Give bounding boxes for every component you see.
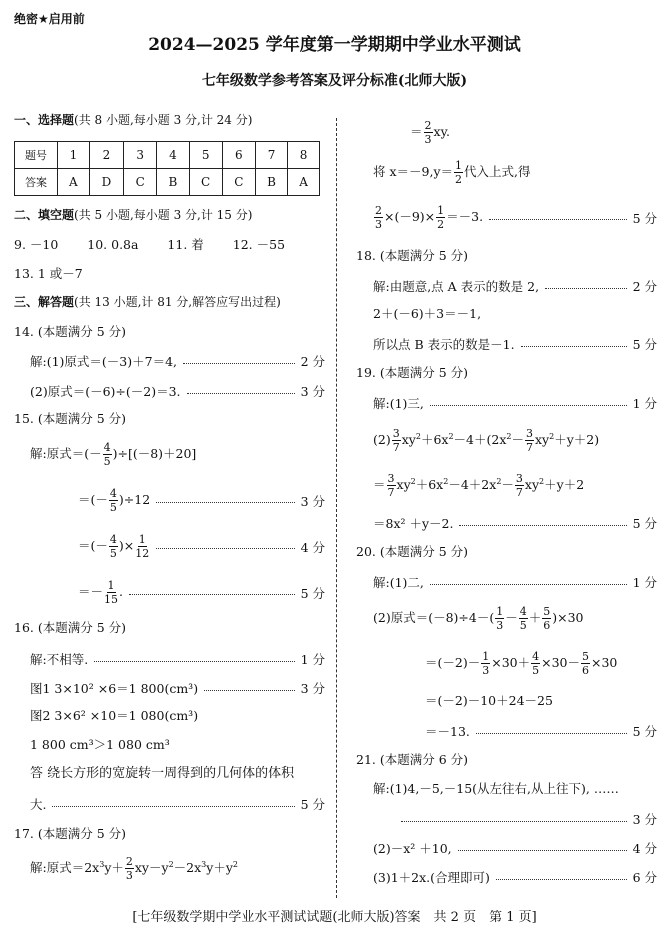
section-2-title: 二、填空题(共 5 小题,每小题 3 分,计 15 分) [14,208,253,222]
q14-heading: 14. (本题满分 5 分) [14,324,127,339]
q19-line-2: (2) $\frac{3}{7}$ $xy^2+6x^2-4+(2x^2-$ $\frac{3}{7}$ $xy^2+y+2$) [373,427,600,454]
table-cell: 8 [288,142,320,169]
table-cell: 3 [124,142,157,169]
q16-line-3: 图2 3×6² ×10＝1 080(cm³) [30,708,199,723]
q21-line-2: (2)－x² ＋10, 4 分 [373,841,657,856]
q14-line-2: (2)原式＝(－6)÷(－2)＝3. 3 分 [30,384,325,399]
q20-line-1: 解:(1)二, 1 分 [373,575,657,590]
table-cell: A [58,169,90,196]
table-cell: 7 [255,142,287,169]
table-cell: A [288,169,320,196]
q17-line-4: $\frac{2}{3}$ ×(－9)× $\frac{1}{2}$ ＝－3. 5 分 [375,204,657,231]
q21-heading: 21. (本题满分 6 分) [356,752,469,767]
q17-line-1: 解:原式$=2x^3y+$ $\frac{2}{3}$ $xy-y^2-2x^3y+y^2$ [30,855,238,882]
page-title: 2024—2025 学年度第一学期期中学业水平测试 [148,35,521,55]
q17-line-3: 将 x＝－9,y＝ $\frac{1}{2}$ 代入上式,得 [373,159,531,186]
page-subtitle: 七年级数学参考答案及评分标准(北师大版) [201,73,468,89]
q15-line-1: 解:原式＝(－ $\frac{4}{5}$ )÷[(－8)＋20] [30,441,197,468]
q17-line-2: ＝ $\frac{2}{3}$ xy. [410,119,450,146]
section-1-title: 一、选择题(共 8 小题,每小题 3 分,计 24 分) [14,113,253,127]
q16-line-4: 1 800 cm³＞1 080 cm³ [30,737,170,752]
answer-table [14,141,320,196]
q19-line-3: ＝ $\frac{3}{7}$ $xy^2+6x^2-4+2x^2-$ $\frac{3}{7}$ $xy^2+y+2$ [373,472,585,499]
q15-line-2: ＝(－ $\frac{4}{5}$ )÷12 3 分 [78,487,325,514]
table-cell: 2 [89,142,123,169]
table-row [15,169,320,196]
q17-heading: 17. (本题满分 5 分) [14,826,127,841]
page-footer: [七年级数学期中学业水平测试试题(北师大版)答案 共 2 页 第 1 页] [132,910,537,925]
table-cell: 1 [58,142,90,169]
q20-line-2: (2)原式＝(－8)÷4－( $\frac{1}{3}$ － $\frac{4}{5}$ ＋ $\frac{5}{6}$ )×30 [373,605,584,632]
q18-heading: 18. (本题满分 5 分) [356,248,469,263]
secret-label: 绝密★启用前 [14,12,85,26]
q20-heading: 20. (本题满分 5 分) [356,544,469,559]
q16-line-6: 大. 5 分 [30,797,325,812]
q20-line-3: ＝(－2)－ $\frac{1}{3}$ ×30＋ $\frac{4}{5}$ ×30－ $\frac{5}{6}$ ×30 [425,650,618,677]
q21-line-3: (3)1＋2x.(合理即可) 6 分 [373,870,657,885]
q19-heading: 19. (本题满分 5 分) [356,365,469,380]
table-header-cell: 答案 [15,169,58,196]
table-cell: B [255,169,287,196]
q15-line-3: ＝(－ $\frac{4}{5}$ )× $\frac{1}{12}$ 4 分 [78,533,325,560]
q21-line-1: 解:(1)4,－5,－15(从左往右,从上往下), …… [373,781,619,796]
table-cell: 5 [189,142,222,169]
q18-line-1: 解:由题意,点 A 表示的数是 2, 2 分 [373,279,657,294]
q16-line-2: 图1 3×10² ×6＝1 800(cm³) 3 分 [30,681,325,696]
q20-line-4: ＝(－2)－10＋24－25 [425,693,553,708]
table-cell: C [222,169,255,196]
column-divider [336,118,337,898]
table-cell: B [157,169,189,196]
q16-heading: 16. (本题满分 5 分) [14,620,127,635]
q15-heading: 15. (本题满分 5 分) [14,411,127,426]
fill-answers-2: 13. 1 或－7 [14,266,83,281]
table-row [15,142,320,169]
table-cell: 6 [222,142,255,169]
q19-line-4: ＝8x² ＋y－2. 5 分 [373,516,657,531]
section-3-title: 三、解答题(共 13 小题,计 81 分,解答应写出过程) [14,295,281,309]
q21-line-1-score: 3 分 [395,810,657,828]
table-cell: D [89,169,123,196]
q16-line-5: 答 绕长方形的宽旋转一周得到的几何体的体积 [30,766,295,781]
q19-line-1: 解:(1)三, 1 分 [373,396,657,411]
table-header-cell: 题号 [15,142,58,169]
q18-line-3: 所以点 B 表示的数是－1. 5 分 [373,337,657,352]
fill-answers-1: 9. －10 10. 0.8a 11. 着 12. －55 [14,237,286,252]
table-cell: 4 [157,142,189,169]
q18-line-2: 2＋(－6)＋3＝－1, [373,306,482,321]
q20-line-5: ＝－13. 5 分 [425,724,657,739]
q15-line-4: ＝－ $\frac{1}{15}$ . 5 分 [78,579,325,606]
q14-line-1: 解:(1)原式＝(－3)＋7＝4, 2 分 [30,354,325,369]
table-cell: C [124,169,157,196]
table-cell: C [189,169,222,196]
q16-line-1: 解:不相等. 1 分 [30,652,325,667]
